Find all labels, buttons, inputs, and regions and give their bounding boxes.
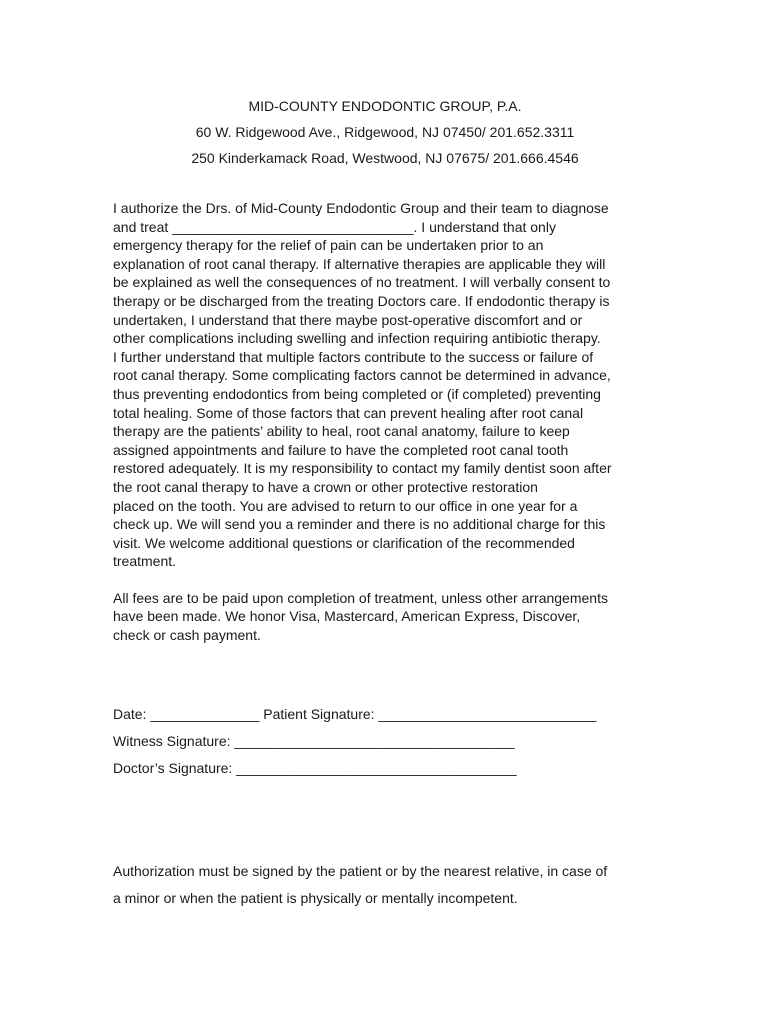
fees-line: All fees are to be paid upon completion of treatment, unless other arrangements [113,589,608,606]
org-name: MID-COUNTY ENDODONTIC GROUP, P.A. [248,98,522,114]
fees-line: check or cash payment. [113,627,261,644]
consent-line: therapy are the patients’ ability to heal, root canal anatomy, failure to keep [113,423,570,440]
consent-line: other complications including swelling and infection requiring antibiotic therapy. [113,330,601,347]
consent-line: restored adequately. It is my responsibility to contact my family dentist soon after [113,460,612,477]
authorization-note [113,858,607,912]
consent-paragraph [113,199,673,571]
letterhead [0,93,770,171]
form-body [113,199,673,663]
date-patient-signature-field[interactable]: Date: ______________ Patient Signature: ____________________________ [113,706,597,722]
consent-line: therapy or be discharged from the treating Doctors care. If endodontic therapy is [113,292,610,309]
consent-line: root canal therapy. Some complicating factors cannot be determined in advance, [113,367,611,384]
consent-line: assigned appointments and failure to have the completed root canal tooth [113,441,569,458]
witness-signature-field[interactable]: Witness Signature: ____________________________________ [113,733,515,749]
consent-line: visit. We welcome additional questions or clarification of the recommended [113,534,575,551]
consent-line: undertaken, I understand that there maybe post-operative discomfort and or [113,311,583,328]
consent-line: emergency therapy for the relief of pain can be undertaken prior to an [113,237,544,254]
consent-line: I further understand that multiple factors contribute to the success or failure of [113,348,594,365]
authorization-note-line: a minor or when the patient is physically or mentally incompetent. [113,890,518,906]
consent-line: total healing. Some of those factors that can prevent healing after root canal [113,404,584,421]
signature-block [113,701,596,782]
authorization-note-line: Authorization must be signed by the patient or by the nearest relative, in case of [113,863,608,879]
consent-line: check up. We will send you a reminder and there is no additional charge for this [113,516,606,533]
consent-line: I authorize the Drs. of Mid-County Endodontic Group and their team to diagnose [113,200,609,216]
consent-line: thus preventing endodontics from being completed or (if completed) preventing [113,385,601,402]
fees-line: have been made. We honor Visa, Mastercard, American Express, Discover, [113,608,581,625]
consent-line: the root canal therapy to have a crown or other protective restoration [113,478,538,495]
consent-line: treatment. [113,553,177,570]
consent-line: explanation of root canal therapy. If alternative therapies are applicable they will [113,255,606,272]
consent-line: be explained as well the consequences of no treatment. I will verbally consent to [113,274,611,291]
doctor-signature-field[interactable]: Doctor’s Signature: ____________________________________ [113,760,517,776]
fees-paragraph [113,589,673,645]
address-ridgewood: 60 W. Ridgewood Ave., Ridgewood, NJ 07450/ 201.652.3311 [195,124,575,140]
consent-line: placed on the tooth. You are advised to return to our office in one year for a [113,497,578,514]
consent-line-treatment-blank[interactable]: and treat _______________________________. I understand that only [113,218,556,235]
address-westwood: 250 Kinderkamack Road, Westwood, NJ 07675/ 201.666.4546 [191,150,579,166]
